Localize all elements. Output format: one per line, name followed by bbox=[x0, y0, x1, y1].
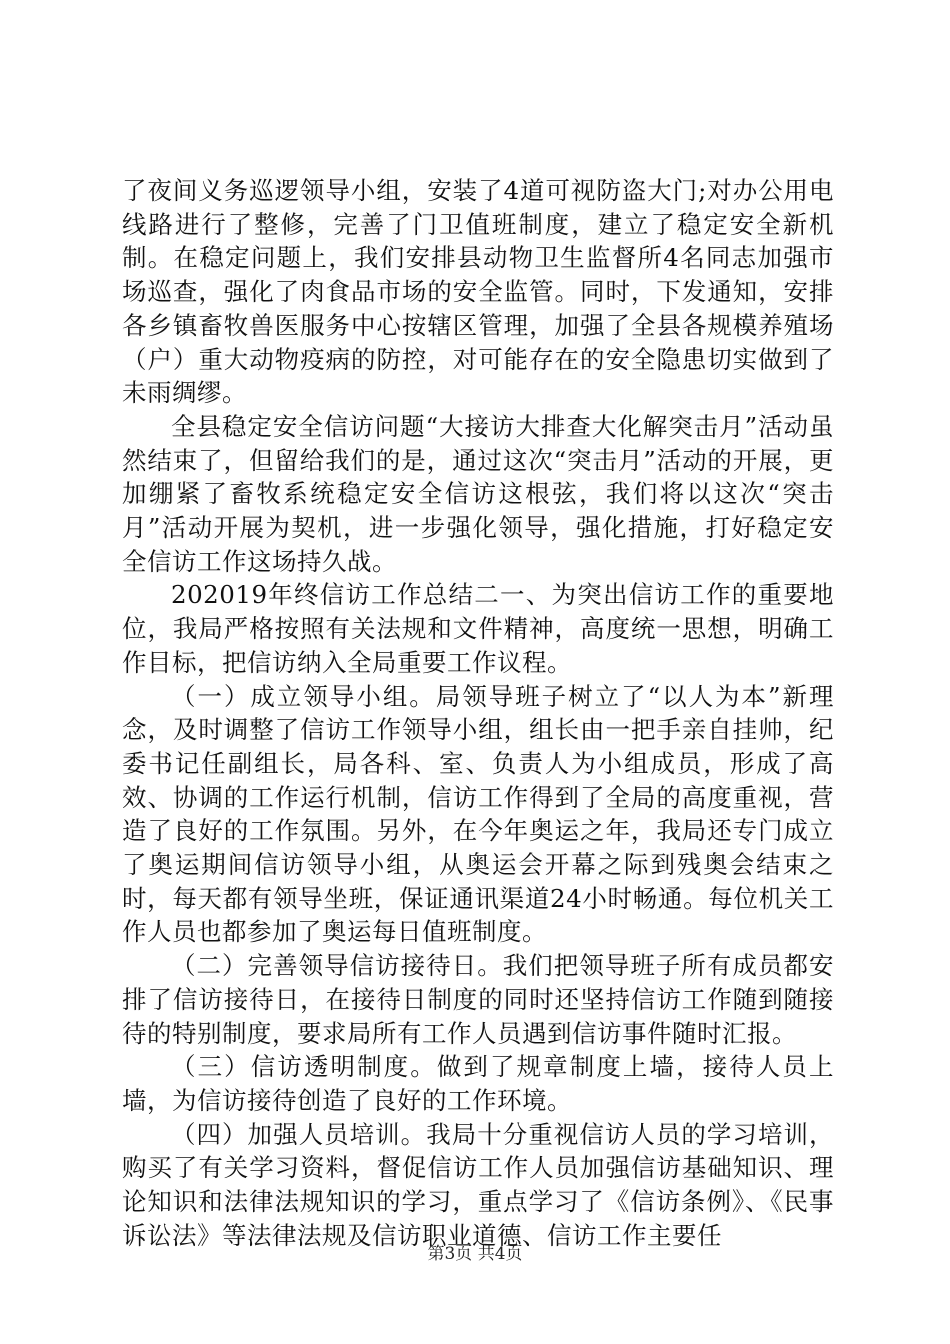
document-body bbox=[122, 174, 834, 1253]
paragraph-7: （四）加强人员培训。我局十分重视信访人员的学习培训，购买了有关学习资料，督促信访工作人员加强信访基础知识、理论知识和法律法规知识的学习，重点学习了《信访条例》、《民事诉讼法》等法律法规及信访职业道德、信访工作主要任 bbox=[122, 1119, 834, 1250]
paragraph-4: （一）成立领导小组。局领导班子树立了“以人为本”新理念，及时调整了信访工作领导小组，组长由一把手亲自挂帅，纪委书记任副组长，局各科、室、负责人为小组成员，形成了高效、协调的工作运行机制，信访工作得到了全局的高度重视，营造了良好的工作氛围。另外，在今年奥运之年，我局还专门成立了奥运期间信访领导小组，从奥运会开幕之际到残奥会结束之时，每天都有领导坐班，保证通讯渠道24小时畅通。每位机关工作人员也都参加了奥运每日值班制度。 bbox=[122, 681, 834, 947]
paragraph-2: 全县稳定安全信访问题“大接访大排查大化解突击月”活动虽然结束了，但留给我们的是，通过这次“突击月”活动的开展，更加绷紧了畜牧系统稳定安全信访这根弦，我们将以这次“突击月”活动开展为契机，进一步强化领导，强化措施，打好稳定安全信访工作这场持久战。 bbox=[122, 411, 834, 576]
paragraph-3: 202019年终信访工作总结二一、为突出信访工作的重要地位，我局严格按照有关法规和文件精神，高度统一思想，明确工作目标，把信访纳入全局重要工作议程。 bbox=[122, 580, 834, 677]
paragraph-6: （三）信访透明制度。做到了规章制度上墙，接待人员上墙，为信访接待创造了良好的工作环境。 bbox=[122, 1052, 834, 1115]
page-number-footer: 第3页 共4页 bbox=[427, 1244, 523, 1264]
paragraph-1: 了夜间义务巡逻领导小组，安装了4道可视防盗大门;对办公用电线路进行了整修，完善了门卫值班制度，建立了稳定安全新机制。在稳定问题上，我们安排县动物卫生监督所4名同志加强市场巡查，强化了肉食品市场的安全监管。同时，下发通知，安排各乡镇畜牧兽医服务中心按辖区管理，加强了全县各规模养殖场（户）重大动物疫病的防控，对可能存在的安全隐患切实做到了未雨绸缪。 bbox=[122, 176, 834, 408]
paragraph-5: （二）完善领导信访接待日。我们把领导班子所有成员都安排了信访接待日，在接待日制度的同时还坚持信访工作随到随接待的特别制度，要求局所有工作人员遇到信访事件随时汇报。 bbox=[122, 951, 834, 1048]
